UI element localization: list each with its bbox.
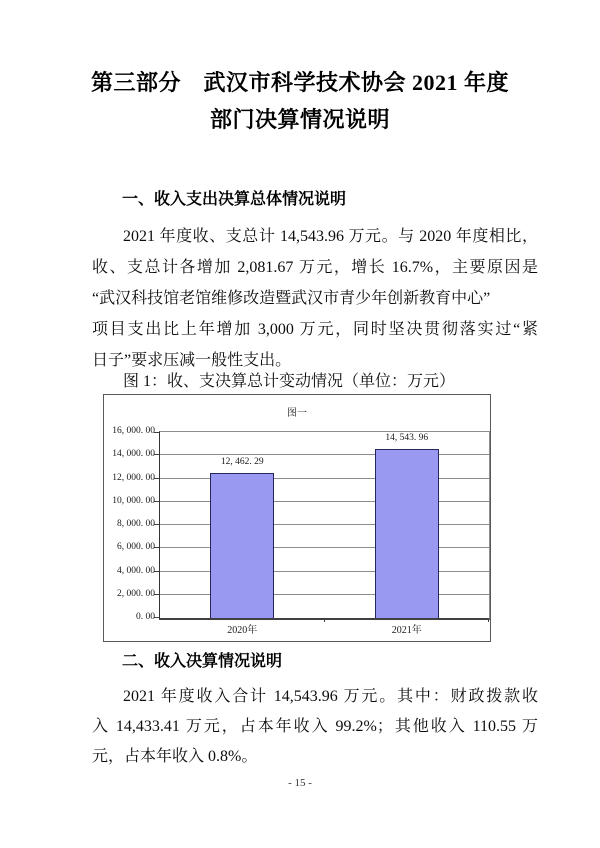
y-axis-tick-label: 8, 000. 00 bbox=[117, 519, 155, 529]
y-axis-tick-label: 4, 000. 00 bbox=[117, 565, 155, 576]
x-axis-tick bbox=[488, 618, 489, 622]
x-axis-tick bbox=[324, 618, 325, 622]
paragraph-line: 日子”要求压减一般性支出。 bbox=[92, 352, 292, 369]
x-axis-label: 2020年 bbox=[227, 625, 258, 636]
title-line-2: 部门决算情况说明 bbox=[209, 107, 390, 132]
x-axis-label: 2021年 bbox=[391, 625, 422, 636]
bar-value-label: 12, 462. 29 bbox=[220, 457, 264, 467]
page-number: - 15 - bbox=[288, 777, 312, 789]
y-axis-tick-label: 10, 000. 00 bbox=[112, 495, 155, 506]
chart-bar bbox=[375, 449, 439, 618]
section-2-paragraph bbox=[92, 682, 538, 772]
y-axis-tick-label: 6, 000. 00 bbox=[117, 542, 155, 553]
chart-plot-area bbox=[159, 431, 490, 636]
y-axis-tick-label: 0. 00 bbox=[136, 612, 155, 622]
paragraph-line: 2021 年度收、支总计 14,543.96 万元。与 2020 年度相比， bbox=[123, 228, 538, 245]
paragraph-line: 入 14,433.41 万元，占本年收入 99.2%；其他收入 110.55 万 bbox=[92, 718, 538, 735]
chart-title: 图一 bbox=[287, 408, 307, 419]
section-2-heading: 二、收入决算情况说明 bbox=[122, 653, 283, 670]
paragraph-line: “武汉科技馆老馆维修改造暨武汉市青少年创新教育中心” bbox=[92, 290, 491, 307]
y-axis-tick-label: 12, 000. 00 bbox=[112, 472, 155, 483]
y-axis-tick-label: 14, 000. 00 bbox=[112, 449, 155, 460]
paragraph-line: 项目支出比上年增加 3,000 万元，同时坚决贯彻落实过“紧 bbox=[92, 321, 538, 338]
figure-1-caption: 图 1：收、支决算总计变动情况（单位：万元） bbox=[123, 373, 456, 390]
paragraph-line: 元，占本年收入 0.8%。 bbox=[92, 748, 258, 765]
title-line-1: 第三部分 武汉市科学技术协会 2021 年度 bbox=[90, 70, 509, 95]
bar-value-label: 14, 543. 96 bbox=[385, 433, 429, 443]
y-axis-tick-label: 2, 000. 00 bbox=[117, 588, 155, 599]
paragraph-line: 收、支总计各增加 2,081.67 万元，增长 16.7%，主要原因是 bbox=[92, 259, 538, 276]
figure-1-chart bbox=[103, 394, 491, 642]
document-title bbox=[0, 64, 600, 138]
paragraph-line: 2021 年度收入合计 14,543.96 万元。其中：财政拨款收 bbox=[123, 688, 538, 705]
section-1-heading: 一、收入支出决算总体情况说明 bbox=[122, 191, 347, 208]
chart-bar bbox=[210, 473, 274, 618]
y-axis-tick-label: 16, 000. 00 bbox=[112, 426, 155, 436]
section-1-paragraph bbox=[92, 221, 538, 376]
